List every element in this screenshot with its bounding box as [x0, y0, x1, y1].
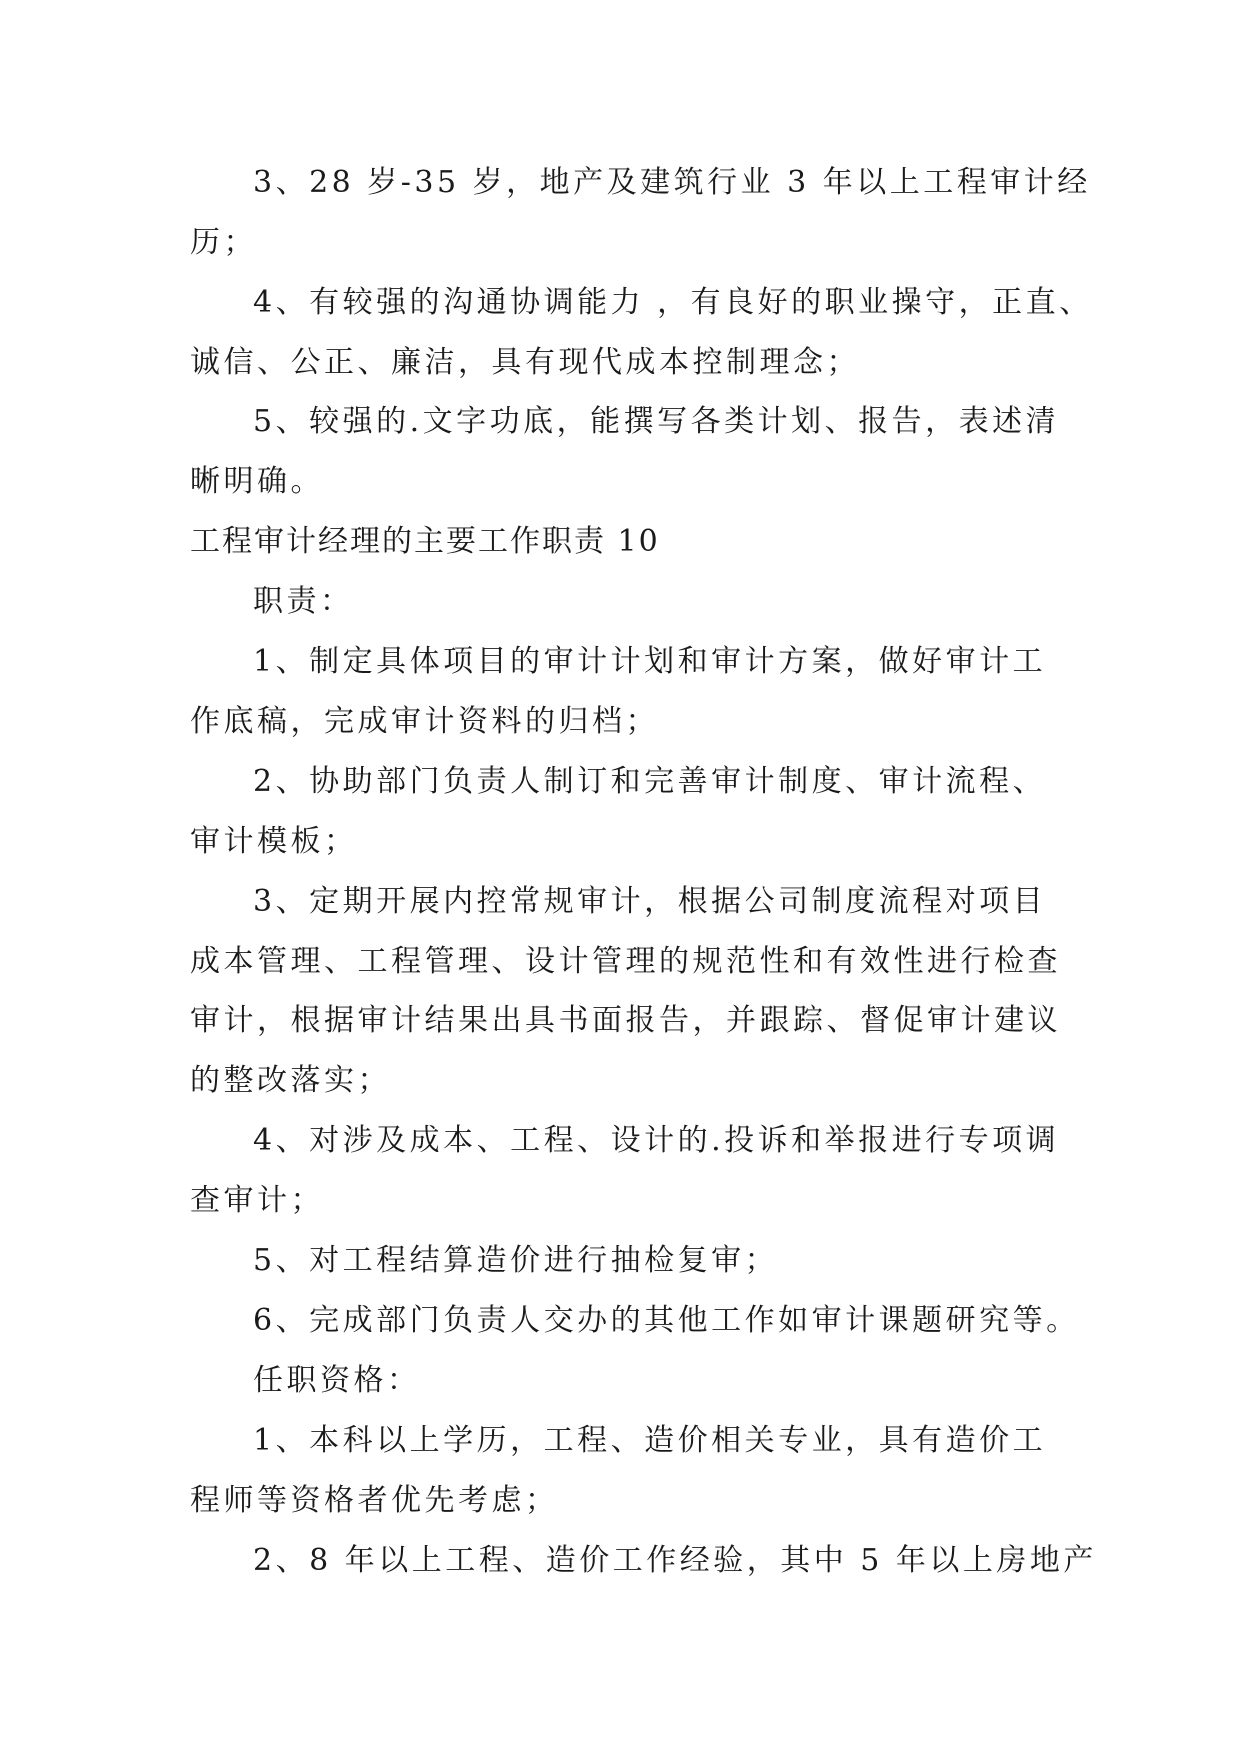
req-4-line-1: 4、有较强的沟通协调能力 ，有良好的职业操守，正直、 [253, 285, 1093, 320]
section-heading: 工程审计经理的主要工作职责 10 [190, 524, 660, 559]
req-3-line-2: 历； [190, 225, 257, 260]
qualification-1-line-2: 程师等资格者优先考虑； [190, 1483, 559, 1518]
duty-2-line-1: 2、协助部门负责人制订和完善审计制度、审计流程、 [253, 764, 1047, 799]
duty-2-line-2: 审计模板； [190, 824, 358, 859]
req-5-line-1: 5、较强的.文字功底，能撰写各类计划、报告，表述清 [253, 404, 1060, 439]
req-5-line-2: 晰明确。 [190, 464, 324, 499]
qualification-1-line-1: 1、本科以上学历，工程、造价相关专业，具有造价工 [253, 1423, 1047, 1458]
duty-3-line-3: 审计，根据审计结果出具书面报告，并跟踪、督促审计建议 [190, 1003, 1061, 1038]
duty-1-line-2: 作底稿，完成审计资料的归档； [190, 704, 659, 739]
req-4-line-2: 诚信、公正、廉洁，具有现代成本控制理念； [190, 345, 860, 380]
duty-5-line-1: 5、对工程结算造价进行抽检复审； [253, 1243, 779, 1278]
duty-3-line-2: 成本管理、工程管理、设计管理的规范性和有效性进行检查 [190, 944, 1061, 979]
duty-4-line-1: 4、对涉及成本、工程、设计的.投诉和举报进行专项调 [253, 1123, 1060, 1158]
qualification-2-line-1: 2、8 年以上工程、造价工作经验，其中 5 年以上房地产 [253, 1543, 1097, 1578]
duty-4-line-2: 查审计； [190, 1183, 324, 1218]
duties-label: 职责： [253, 584, 354, 619]
req-3-line-1: 3、28 岁-35 岁，地产及建筑行业 3 年以上工程审计经 [253, 165, 1091, 200]
qualifications-label: 任职资格： [253, 1363, 421, 1398]
duty-6-line-1: 6、完成部门负责人交办的其他工作如审计课题研究等。 [253, 1303, 1080, 1338]
duty-3-line-4: 的整改落实； [190, 1063, 391, 1098]
duty-3-line-1: 3、定期开展内控常规审计，根据公司制度流程对项目 [253, 884, 1047, 919]
duty-1-line-1: 1、制定具体项目的审计计划和审计方案，做好审计工 [253, 644, 1047, 679]
